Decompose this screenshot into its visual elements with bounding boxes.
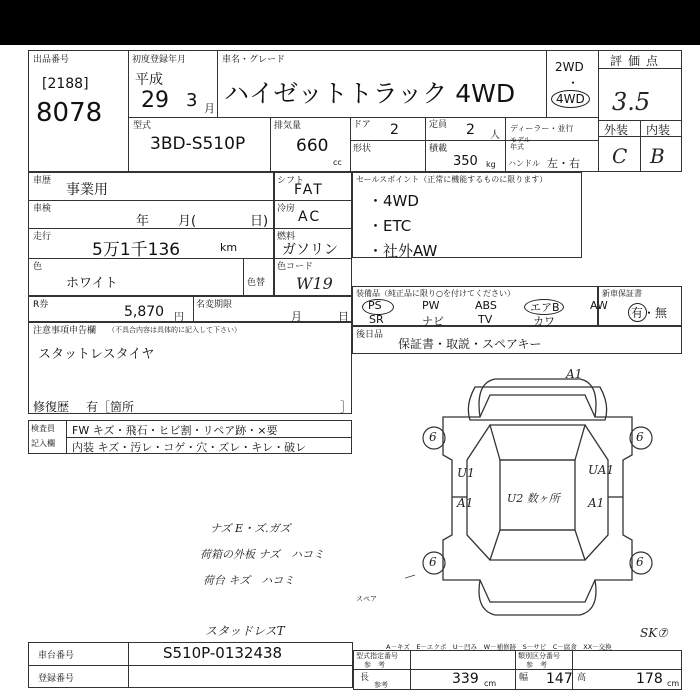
- capacity-label: 定員: [429, 120, 448, 130]
- equipment-title: 装備品（純正品に限り○を付けてください）: [356, 289, 515, 298]
- equip-aw: AW: [590, 299, 608, 312]
- displacement: 660: [296, 136, 329, 156]
- auction-number: 8078: [36, 98, 103, 128]
- person-unit: 人: [490, 130, 500, 141]
- length-sub: 参考: [374, 681, 388, 689]
- mileage-label: 走行: [33, 232, 52, 242]
- handwritten-note-2: 荷箱の外板 ナズ ハコミ: [200, 548, 325, 561]
- color-code: W19: [296, 274, 333, 293]
- type-cert-label: 型式指定番号: [356, 652, 398, 660]
- damage-a1-top: A1: [566, 367, 583, 381]
- sales-point-1: ・4WD: [368, 192, 419, 210]
- height-value: 178: [636, 671, 663, 687]
- reg-year: 29: [141, 88, 169, 113]
- model-label: 型式: [133, 121, 152, 131]
- damage-a1-left: A1: [457, 496, 474, 510]
- drive-sep: ・: [567, 76, 580, 90]
- first-reg-label: 初度登録年月: [132, 55, 187, 65]
- width-value: 147: [546, 671, 573, 687]
- inspection-month: 月(: [178, 214, 197, 229]
- cc-unit: cc: [333, 158, 342, 167]
- chassis-label: 車台番号: [38, 651, 75, 661]
- damage-ua1: UA1: [588, 463, 615, 477]
- repair-close: ］: [340, 400, 353, 414]
- exterior-label: 外装: [604, 123, 629, 137]
- length-value: 339: [452, 671, 479, 687]
- tire-rear-left: 6: [429, 555, 437, 569]
- repair-label: 修復歴: [33, 400, 70, 414]
- inspection-day: 日): [250, 214, 269, 229]
- score-label: 評価点: [610, 54, 665, 68]
- interior-grade: B: [650, 144, 665, 168]
- drive-4wd-circled: 4WD: [551, 90, 590, 108]
- notes: スタットレスタイヤ: [38, 347, 155, 362]
- sales-title: セールスポイント（正常に機能するものに限ります）: [356, 175, 548, 184]
- drive-2wd: 2WD: [555, 60, 584, 74]
- sales-point-3: ・社外AW: [368, 242, 438, 260]
- car-name-label: 車名・グレード: [222, 55, 286, 65]
- handle-options: 左・右: [547, 157, 580, 170]
- history: 事業用: [66, 182, 108, 198]
- damage-u1: U1: [457, 466, 475, 480]
- reg-month: 3: [186, 90, 198, 111]
- warranty-options: 有・無: [631, 306, 668, 320]
- doors-label: ドア: [353, 120, 371, 130]
- class-label: 類別区分番号: [518, 652, 560, 660]
- car-name: ハイゼットトラック 4WD: [224, 79, 516, 108]
- spare-label: スペア: [356, 595, 377, 603]
- chassis-number: S510P-0132438: [163, 644, 283, 662]
- meigi-day: 日: [338, 310, 349, 323]
- damage-legend: A－キズ E－エクボ U－凹み W－補修跡 S－サビ C－腐食 XX－交換: [386, 643, 612, 651]
- color-change-label: 色替: [247, 278, 266, 288]
- equip-pw: PW: [422, 299, 440, 312]
- equip-abs: ABS: [475, 299, 497, 312]
- mileage: 5万1千136: [92, 240, 181, 260]
- reg-number-label: 登録番号: [38, 674, 75, 684]
- handle-label: ハンドル: [508, 159, 540, 168]
- accessories-label: 後日品: [356, 330, 384, 340]
- equip-leather: カワ: [533, 315, 555, 328]
- sales-point-2: ・ETC: [368, 217, 412, 235]
- shift: FAT: [294, 182, 324, 198]
- model-year-label: モデル 年式: [510, 136, 531, 151]
- kg-unit: kg: [486, 160, 496, 169]
- repair-value: 有［箇所: [86, 400, 135, 414]
- shift-label: シフト: [277, 176, 305, 186]
- displacement-label: 排気量: [274, 121, 302, 131]
- recycle-label: R券: [33, 300, 49, 310]
- doors: 2: [390, 122, 399, 138]
- ac: AC: [298, 209, 322, 225]
- history-label: 車歴: [33, 176, 52, 186]
- auction-no-label: 出品番号: [33, 55, 70, 65]
- color: ホワイト: [66, 276, 118, 291]
- auction-code: [2188]: [42, 76, 89, 92]
- inspector-row-2: 内装 キズ・汚レ・コゲ・穴・ズレ・キレ・破レ: [72, 441, 307, 454]
- equip-navi: ナビ: [422, 315, 444, 328]
- damage-u2: U2 数ヶ所: [507, 492, 560, 505]
- fuel: ガソリン: [282, 242, 338, 258]
- inspection-year: 年: [136, 214, 150, 229]
- meigi-month: 月: [291, 310, 302, 323]
- handwritten-bottom-note: スタッドレスT: [205, 624, 285, 638]
- height-unit: cm: [667, 679, 680, 688]
- model: 3BD-S510P: [150, 134, 246, 154]
- damage-a1-right: A1: [588, 496, 605, 510]
- exterior-grade: C: [612, 144, 628, 168]
- fuel-label: 燃料: [277, 232, 296, 242]
- color-code-label: 色コード: [277, 262, 314, 272]
- equip-tv: TV: [478, 313, 493, 326]
- inspection-label: 車検: [33, 204, 52, 214]
- inspector-signature: SK⑦: [640, 626, 668, 640]
- tire-front-right: 6: [636, 430, 644, 444]
- width-label: 幅: [519, 673, 529, 683]
- length-unit: cm: [484, 679, 497, 688]
- handwritten-note-1: ナズ E・ズ.ガズ: [210, 522, 291, 535]
- recycle-amount: 5,870: [124, 304, 165, 320]
- era: 平成: [135, 72, 163, 88]
- load-label: 積載: [429, 144, 448, 154]
- inspector-row-1: FW キズ・飛石・ヒビ割・リペア跡・×要: [72, 424, 278, 437]
- class-sub: 参 考: [526, 661, 547, 669]
- recycle-row: [28, 296, 352, 322]
- month-unit: 月: [204, 102, 215, 115]
- warranty-label: 新車保証書: [602, 289, 642, 298]
- equip-airbag: エアB: [530, 301, 560, 314]
- tire-rear-right: 6: [636, 555, 644, 569]
- meigi-label: 名変期限: [196, 300, 233, 310]
- accessories-value: 保証書・取説・スペアキー: [398, 337, 542, 351]
- shape-label: 形状: [353, 144, 372, 154]
- type-cert-sub: 参 考: [364, 661, 385, 669]
- interior-label: 内装: [646, 123, 671, 137]
- equip-sr: SR: [369, 313, 384, 326]
- dealer-label: ディーラー・並行: [510, 124, 574, 133]
- capacity: 2: [466, 122, 475, 138]
- length-label: 長: [360, 673, 370, 683]
- tire-front-left: 6: [429, 430, 437, 444]
- color-label: 色: [33, 262, 43, 272]
- load: 350: [453, 154, 478, 169]
- equip-ps: PS: [368, 299, 382, 312]
- notes-sub: （不具合内容は具体的に記入して下さい）: [108, 326, 241, 334]
- notes-label: 注意事項申告欄: [33, 326, 97, 336]
- ac-label: 冷房: [277, 204, 296, 214]
- inspector-label-2: 記入欄: [31, 439, 55, 448]
- score: 3.5: [612, 88, 651, 116]
- top-black-bar: [0, 0, 700, 45]
- yen-unit: 円: [174, 312, 184, 323]
- inspector-label-1: 検査員: [31, 424, 55, 433]
- left-info-frame: [28, 172, 274, 296]
- height-label: 高: [577, 673, 587, 683]
- handwritten-note-3: 荷台 キズ ハコミ: [203, 574, 295, 587]
- km-unit: km: [220, 241, 238, 254]
